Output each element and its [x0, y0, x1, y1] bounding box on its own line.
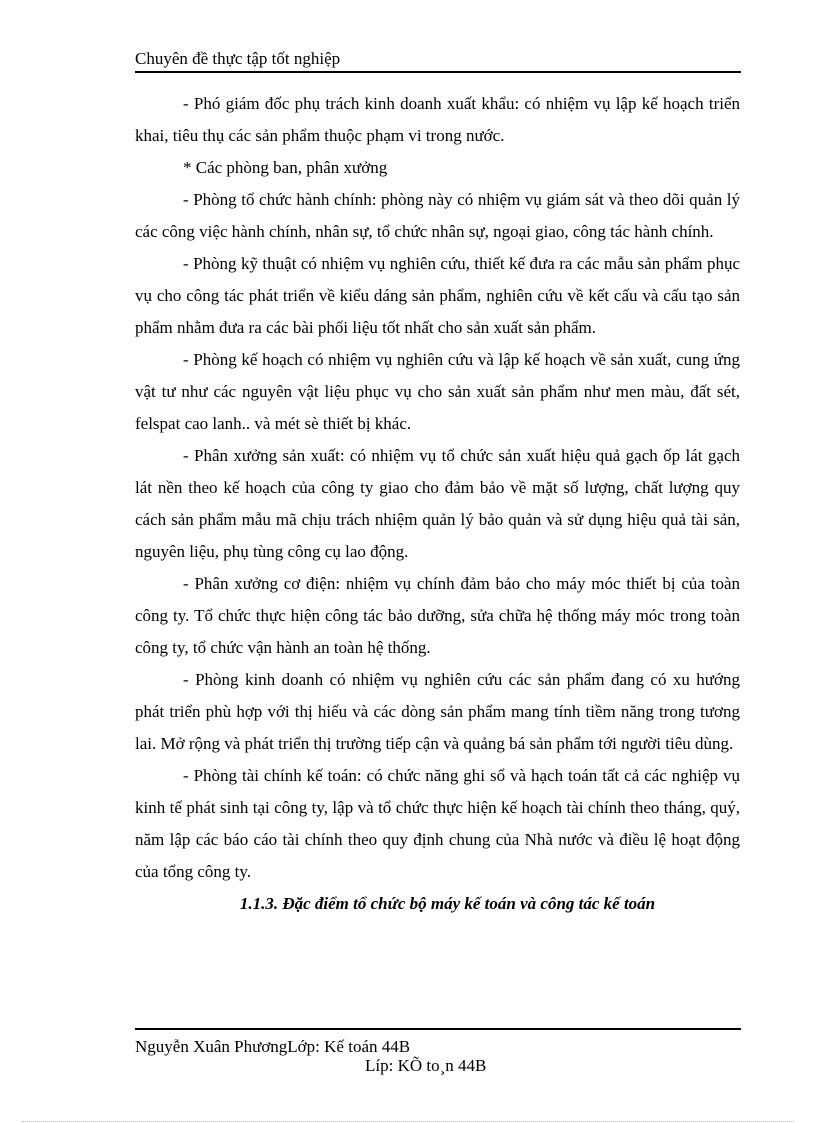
paragraph-export-deputy: - Phó giám đốc phụ trách kinh doanh xuất khẩu: có nhiệm vụ lập kế hoạch triển khai, tiêu thụ các sản phẩm thuộc phạm vi trong nước.	[135, 94, 740, 145]
paragraph-technical-department: - Phòng kỹ thuật có nhiệm vụ nghiên cứu, thiết kế đưa ra các mẫu sản phẩm phục vụ cho công tác phát triển về kiểu dáng sản phẩm, nghiên cứu về kết cấu và cấu tạo sản phẩm nhằm đưa ra các bài phối liệu tốt nhất cho sản xuất sản phẩm.	[135, 254, 740, 337]
paragraph-finance-department: - Phòng tài chính kế toán: có chức năng ghi sổ và hạch toán tất cả các nghiệp vụ kinh tế phát sinh tại công ty, lập và tổ chức thực hiện kế hoạch tài chính theo tháng, quý, năm lập các báo cáo tài chính theo quy định chung của Nhà nước và điều lệ hoạt động của tổng công ty.	[135, 766, 740, 881]
page-header: Chuyên đề thực tập tốt nghiệp	[135, 49, 341, 68]
footer-author-line: Nguyễn Xuân PhươngLớp: Kế toán 44B	[135, 1037, 411, 1056]
page-bottom-dotted-line	[22, 1121, 794, 1122]
header-rule	[135, 71, 741, 73]
paragraph-mechanical-workshop: - Phân xưởng cơ điện: nhiệm vụ chính đảm bảo cho máy móc thiết bị của toàn công ty. Tổ chức thực hiện công tác bảo dưỡng, sửa chữa hệ thống máy móc trong toàn công ty, tổ chức vận hành an toàn hệ thống.	[135, 574, 740, 657]
paragraph-production-workshop: - Phân xưởng sản xuất: có nhiệm vụ tổ chức sản xuất hiệu quả gạch ốp lát gạch lát nền theo kế hoạch của công ty giao cho đảm bảo về mặt số lượng, chất lượng quy cách sản phẩm mẫu mã chịu trách nhiệm quản lý bảo quản và sử dụng hiệu quả tài sản, nguyên liệu, phụ tùng công cụ lao động.	[135, 446, 740, 561]
footer-rule	[135, 1028, 741, 1030]
footer-class-line: Líp: KÕ to¸n 44B	[365, 1056, 487, 1075]
paragraph-admin-department: - Phòng tổ chức hành chính: phòng này có nhiệm vụ giám sát và theo dõi quản lý các công việc hành chính, nhân sự, tổ chức nhân sự, ngoại giao, công tác hành chính.	[135, 190, 740, 241]
paragraph-departments-heading: * Các phòng ban, phân xưởng	[183, 158, 388, 177]
paragraph-planning-department: - Phòng kế hoạch có nhiệm vụ nghiên cứu và lập kế hoạch về sản xuất, cung ứng vật tư như các nguyên vật liệu phục vụ cho sản xuất sản phẩm như men màu, đất sét, felspat cao lanh.. và mét sè thiết bị khác.	[135, 350, 740, 433]
section-subheading: 1.1.3. Đặc điểm tổ chức bộ máy kế toán và công tác kế toán	[239, 894, 656, 913]
document-body	[135, 88, 740, 920]
paragraph-business-department: - Phòng kinh doanh có nhiệm vụ nghiên cứu các sản phẩm đang có xu hướng phát triển phù hợp với thị hiếu và các dòng sản phẩm mang tính tiềm năng trong tương lai. Mở rộng và phát triển thị trường tiếp cận và quảng bá sản phẩm tới người tiêu dùng.	[135, 670, 740, 753]
